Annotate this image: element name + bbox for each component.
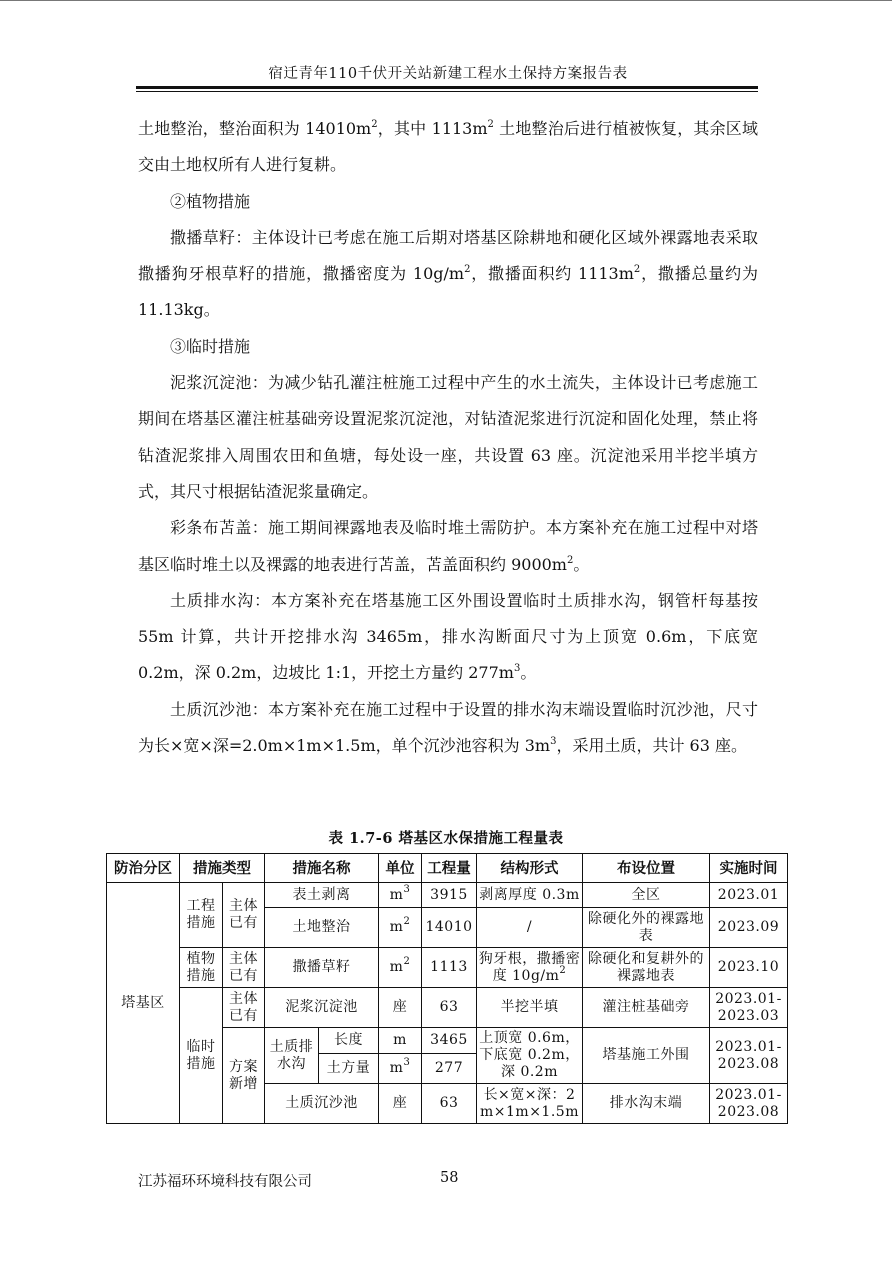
cell-time: 2023.01-2023.08 — [710, 1028, 788, 1084]
cell-location: 灌注桩基础旁 — [583, 988, 710, 1028]
cell-location: 全区 — [583, 883, 710, 908]
cell-time: 2023.10 — [710, 948, 788, 988]
header-type: 措施类型 — [180, 854, 265, 883]
table-row — [107, 948, 788, 988]
header-rule-thick — [136, 86, 758, 89]
cell-type2: 主体已有 — [223, 948, 265, 988]
cell-qty: 63 — [422, 988, 477, 1028]
cell-name: 撒播草籽 — [265, 948, 379, 988]
cell-unit: $m^3$ — [379, 1054, 422, 1084]
cell-unit: m — [379, 1028, 422, 1054]
cell-zone: 塔基区 — [107, 883, 180, 1124]
header-form: 结构形式 — [477, 854, 583, 883]
cell-sub: 长度 — [319, 1028, 379, 1054]
heading-temporary-measures: ③临时措施 — [170, 336, 251, 356]
cell-location: 除硬化外的裸露地表 — [583, 908, 710, 948]
cell-form: 半挖半填 — [477, 988, 583, 1028]
cell-form: 上顶宽 0.6m，下底宽 0.2m，深 0.2m — [477, 1028, 583, 1084]
header-name: 措施名称 — [265, 854, 379, 883]
cell-unit: $m^3$ — [379, 883, 422, 908]
header-qty: 工程量 — [422, 854, 477, 883]
heading-plant-measures: ②植物措施 — [170, 191, 251, 211]
header-zone: 防治分区 — [107, 854, 180, 883]
cell-qty: 14010 — [422, 908, 477, 948]
cell-name: 土质沉沙池 — [265, 1084, 379, 1124]
cell-sub: 土方量 — [319, 1054, 379, 1084]
cell-name: 表土剥离 — [265, 883, 379, 908]
cell-unit: 座 — [379, 988, 422, 1028]
page-number: 58 — [440, 1170, 459, 1186]
cell-form: 长×宽×深：2m×1m×1.5m — [477, 1084, 583, 1124]
table-caption: 表 1.7-6 塔基区水保措施工程量表 — [328, 830, 564, 847]
page-header: 宿迁青年110千伏开关站新建工程水土保持方案报告表 — [268, 66, 628, 82]
cell-name: 泥浆沉淀池 — [265, 988, 379, 1028]
paragraph-grass-seeding: 撒播草籽：主体设计已考虑在施工后期对塔基区除耕地和硬化区域外裸露地表采取撒播狗牙根草籽的措施，撒播密度为 $10g/m^2$，撒播面积约 $1113m^2$，撒播总量约为 11.13kg。 — [138, 227, 758, 320]
cell-location: 除硬化和复耕外的裸露地表 — [583, 948, 710, 988]
paragraph-tarp-cover: 彩条布苫盖：施工期间裸露地表及临时堆土需防护。本方案补充在施工过程中对塔基区临时堆土以及裸露的地表进行苫盖，苫盖面积约 $9000m^2$。 — [138, 518, 758, 574]
cell-form: 狗牙根，撒播密度 $10g/m^2$ — [477, 948, 583, 988]
header-unit: 单位 — [379, 854, 422, 883]
cell-type2: 主体已有 — [223, 988, 265, 1028]
cell-time: 2023.01-2023.08 — [710, 1084, 788, 1124]
cell-qty: 277 — [422, 1054, 477, 1084]
cell-time: 2023.01 — [710, 883, 788, 908]
footer-company: 江苏福环环境科技有限公司 — [138, 1174, 312, 1190]
cell-qty: 63 — [422, 1084, 477, 1124]
paragraph-land-rehab: 土地整治，整治面积为 $14010m^2$，其中 $1113m^2$ 土地整治后进行植被恢复，其余区域交由土地权所有人进行复耕。 — [138, 119, 758, 175]
top-edge-line — [0, 0, 892, 1]
cell-time: 2023.01-2023.03 — [710, 988, 788, 1028]
cell-form: 剥离厚度 0.3m — [477, 883, 583, 908]
header-location: 布设位置 — [583, 854, 710, 883]
cell-type2: 方案新增 — [223, 1028, 265, 1124]
table-row — [107, 883, 788, 908]
paragraph-sediment-basin: 土质沉沙池：本方案补充在施工过程中于设置的排水沟末端设置临时沉沙池，尺寸为长×宽×深=2.0m×1m×1.5m，单个沉沙池容积为 $3m^3$，采用土质，共计 63 座。 — [138, 699, 758, 756]
cell-location: 塔基施工外围 — [583, 1028, 710, 1084]
header-time: 实施时间 — [710, 854, 788, 883]
paragraph-mud-pit: 泥浆沉淀池：为减少钻孔灌注桩施工过程中产生的水土流失，主体设计已考虑施工期间在塔基区灌注桩基础旁设置泥浆沉淀池，对钻渣泥浆进行沉淀和固化处理，禁止将钻渣泥浆排入周围农田和鱼塘，每处设一座，共设置 63 座。沉淀池采用半挖半填方式，其尺寸根据钻渣泥浆量确定。 — [138, 373, 758, 501]
paragraph-drainage-ditch: 土质排水沟：本方案补充在塔基施工区外围设置临时土质排水沟，钢管杆每基按 55m 计算，共计开挖排水沟 3465m，排水沟断面尺寸为上顶宽 0.6m，下底宽 0.2m，深 0.2m，边坡比 1:1，开挖土方量约 $277m^3$。 — [138, 590, 758, 683]
cell-unit: 座 — [379, 1084, 422, 1124]
cell-unit: $m^2$ — [379, 908, 422, 948]
cell-type1: 工程措施 — [180, 883, 223, 948]
table-row — [107, 988, 788, 1028]
cell-location: 排水沟末端 — [583, 1084, 710, 1124]
cell-form: / — [477, 908, 583, 948]
table-header-row — [107, 854, 788, 883]
cell-name: 土质排水沟 — [265, 1028, 319, 1084]
cell-qty: 3465 — [422, 1028, 477, 1054]
cell-unit: $m^2$ — [379, 948, 422, 988]
cell-type1: 临时措施 — [180, 988, 223, 1124]
measures-table — [106, 853, 788, 1124]
cell-qty: 3915 — [422, 883, 477, 908]
header-rule-thin — [136, 91, 758, 92]
cell-type2: 主体已有 — [223, 883, 265, 948]
body-text — [138, 111, 758, 764]
cell-type1: 植物措施 — [180, 948, 223, 988]
cell-name: 土地整治 — [265, 908, 379, 948]
cell-time: 2023.09 — [710, 908, 788, 948]
cell-qty: 1113 — [422, 948, 477, 988]
